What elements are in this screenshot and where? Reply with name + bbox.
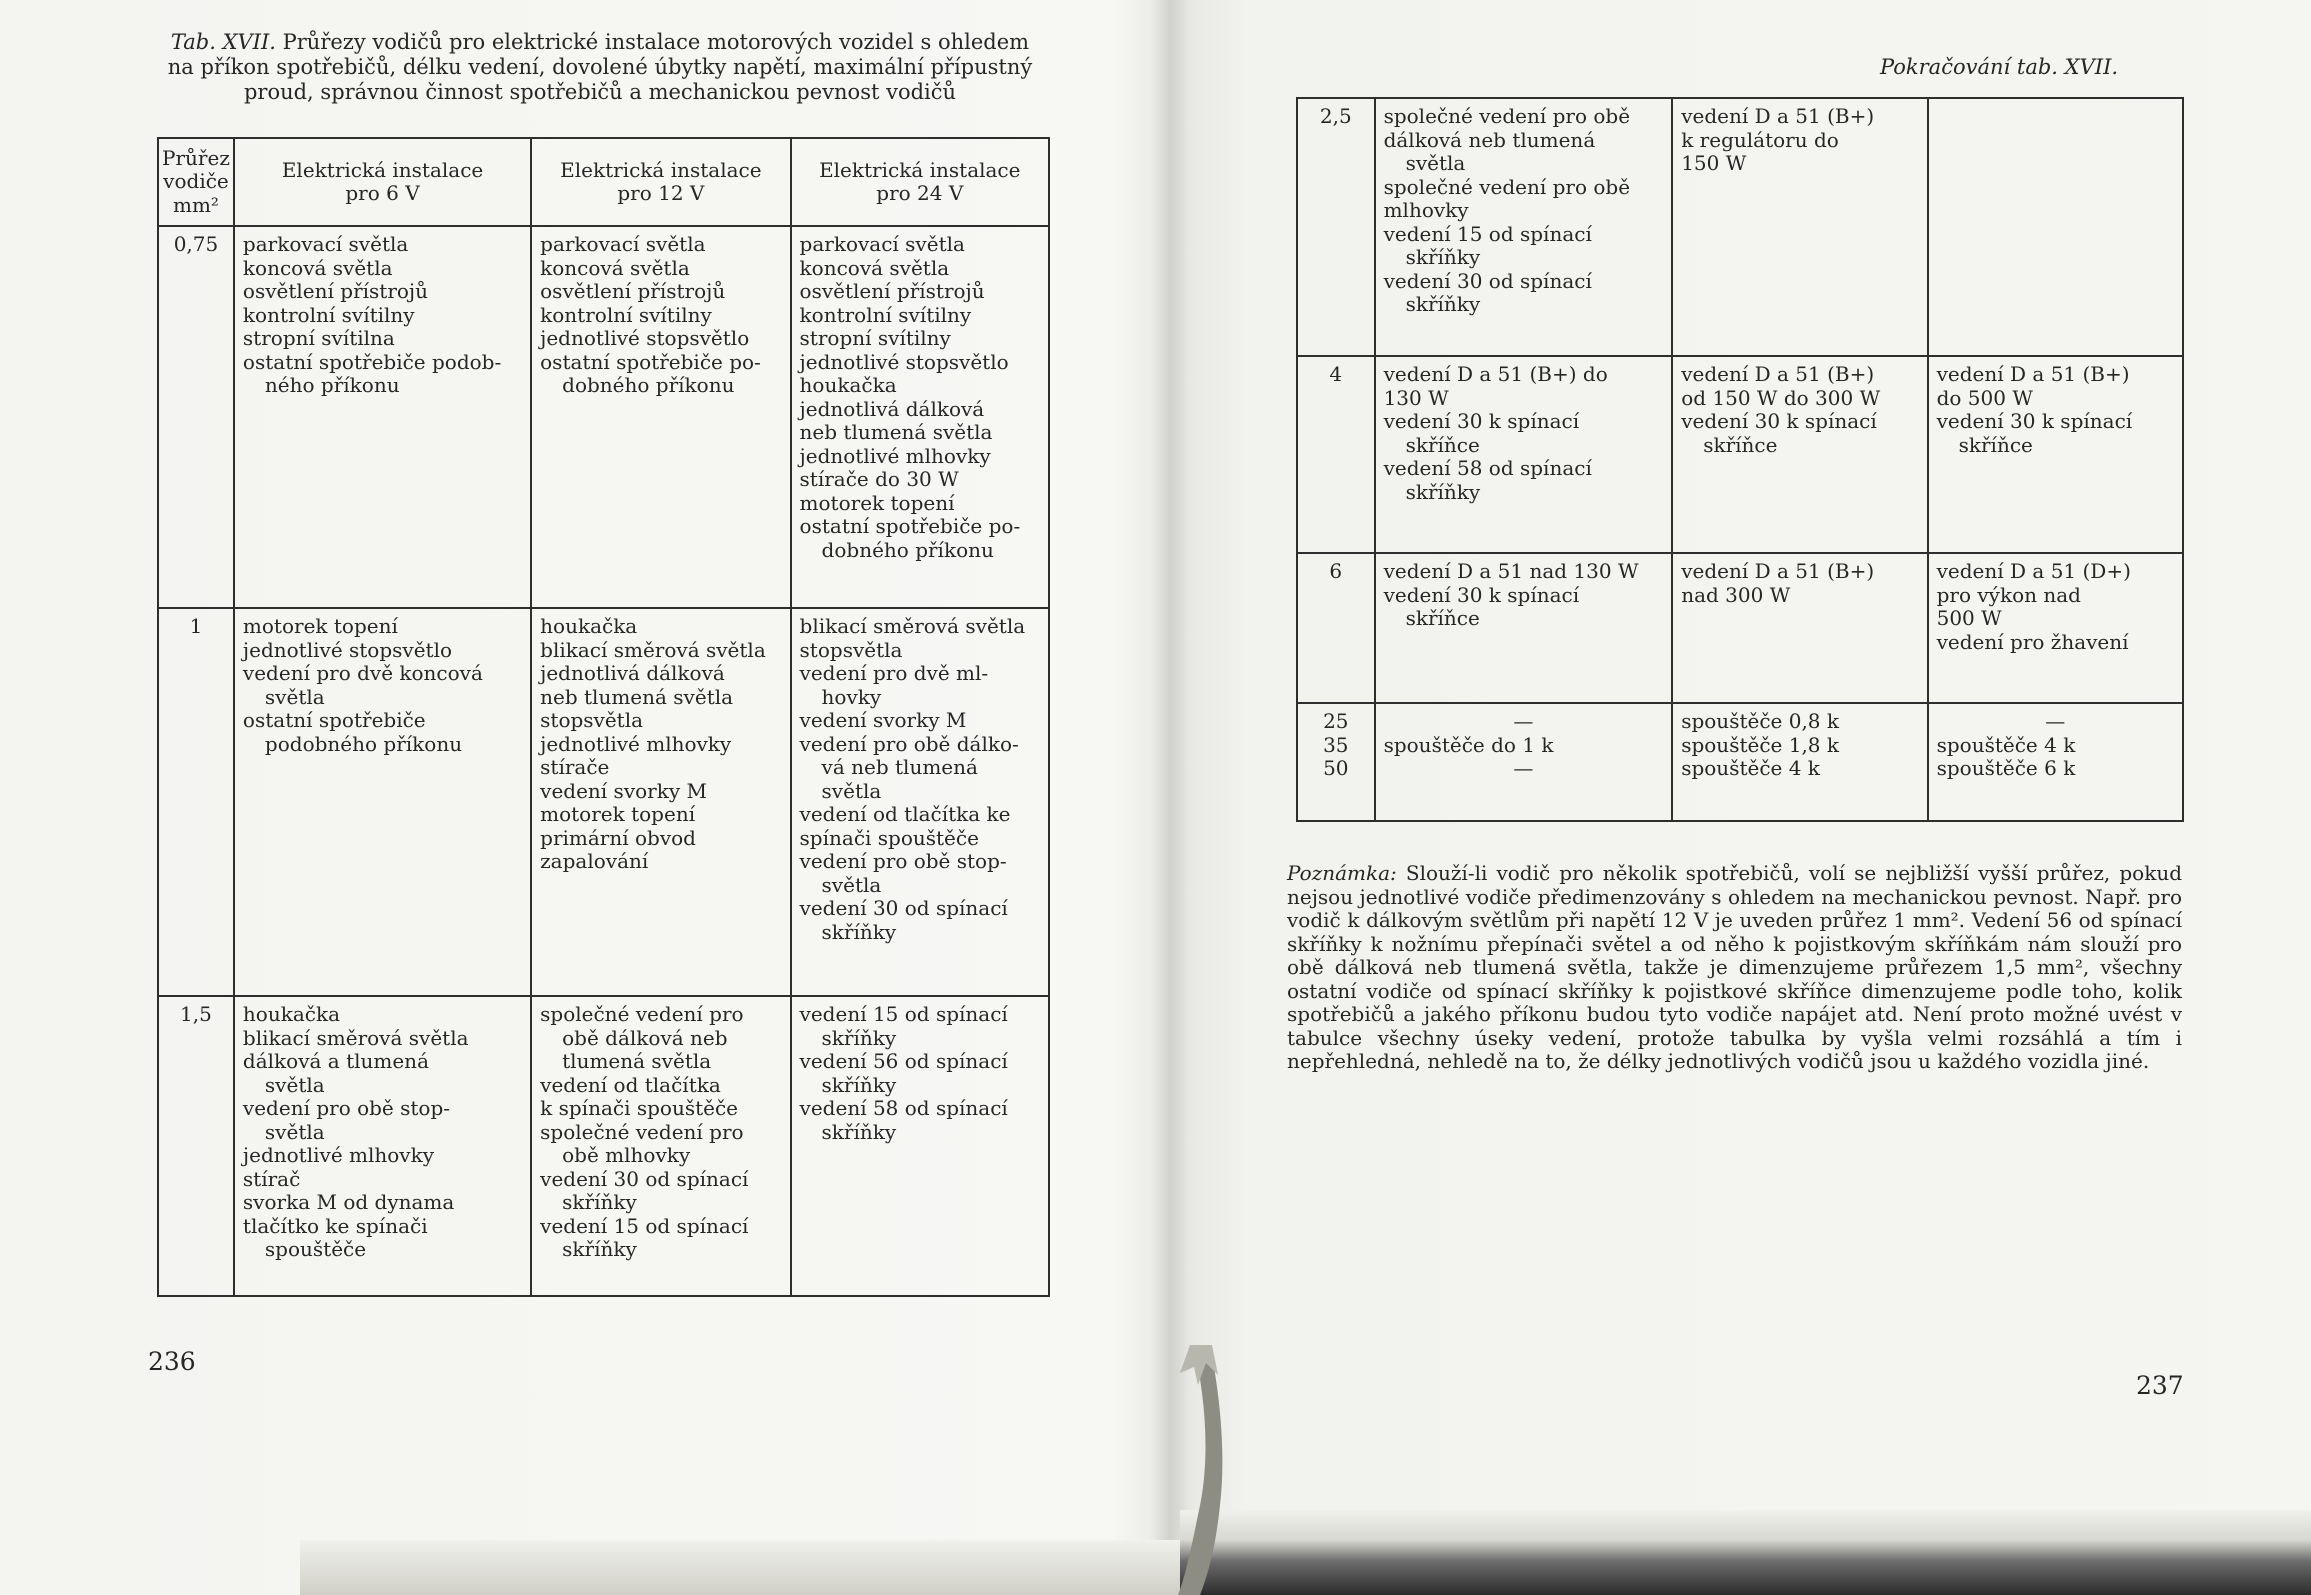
cell-line: vedení 56 od spínací [799,1049,1008,1073]
cell-6v [1375,553,1673,703]
cell-line: Elektrická instalace [281,157,484,182]
book-cover-edge [1180,1510,2311,1595]
cell-line: vedení D a 51 (B+) [1936,362,2130,386]
cell-line: vodiče [163,169,229,194]
cell-line: hovky [821,684,882,709]
cell-24v [1928,356,2183,553]
cell-line: stírač [242,1166,301,1191]
cell-line: neb tlumená světla [540,684,734,709]
cell-line: — [2045,709,2066,733]
cell-line: 500 W [1936,606,2002,630]
note-text: Slouží-li vodič pro několik spotřebičů, volí se nejbližší vyšší průřez, pokud nejsou jednotlivé vodiče předimenzovány s ohledem na mechanickou pevnost. Např. pro vodič k dálkovým světlům při napětí 12 V je uveden průřez 1 mm². Vedení 56 od spínací skříňky k nožnímu přepínači světel a od něho k pojistkovým skříňkám nám slouží pro obě dálková neb tlumená světla, takže je dimenzujeme průřezem 1,5 mm², všechny ostatní vodiče od spínací skříňky k pojistkové skříňce dimenzujeme podle toho, kolik spotřebičů a jakého příkonu budou tyto vodiče napájet atd. Není proto možné uvést v tabulce všechny úseky vedení, protože tabulka by vyšla velmi rozsáhlá a tím i nepřehledná, nehledě na to, že délky jednotlivých vodičů jsou u každého vozidla jiné. [1287,861,2182,1073]
cell-line: stírače do 30 W [799,467,959,491]
cell-line: vedení svorky M [540,778,707,803]
cell-line: — [1513,709,1534,733]
cell-line: dobného příkonu [562,373,735,397]
cell-line: skříňky [1405,479,1481,504]
cell-line: skříňky [821,1119,897,1144]
cell-12v [1672,553,1927,703]
cell-line: osvětlení přístrojů [540,279,726,303]
cell-line: 1 [189,614,203,638]
cell-line: 2,5 [1319,104,1352,128]
cell-line: vedení 30 k spínací [1936,409,2133,433]
cell-line: vedení pro obě dálko- [799,731,1019,756]
cell-line: pro 6 V [345,181,420,205]
header-cross-section [158,138,234,226]
cell-line: osvětlení přístrojů [799,279,985,303]
cell-line: vedení pro žhavení [1936,629,2129,654]
table-row [158,996,1049,1296]
cross-section-cell [158,996,234,1296]
cell-line: ostatní spotřebiče [242,708,426,732]
cell-line: svorka M od dynama [242,1190,455,1214]
cell-line: světla [821,778,882,803]
cell-line: vedení pro obě stop- [799,849,1007,873]
cell-line: vedení pro dvě koncová [242,661,483,685]
cell-line: skříňky [1405,292,1481,316]
page-edge-left [300,1540,1180,1595]
cell-line: vedení od tlačítka ke [799,802,1011,826]
conductor-table-right [1296,97,2184,822]
cell-12v [1672,98,1927,356]
conductor-table-left [157,137,1050,1297]
cell-line: spouštěče 0,8 k [1681,709,1840,733]
cell-line: světla [264,1119,325,1144]
cell-line: — [1513,756,1534,780]
cell-line: jednotlivá dálková [540,661,725,685]
cell-line: společné vedení pro obě [1383,104,1631,128]
table-row [1297,553,2183,703]
cell-line: blikací směrová světla [242,1025,469,1050]
cell-line: pro výkon nad [1936,582,2081,607]
cell-line: stírače [540,755,610,779]
table-label: Tab. XVII. [170,30,276,54]
cell-line: skříňky [821,919,897,944]
cell-6v [1375,356,1673,553]
cell-line: 50 [1323,756,1349,780]
cell-line: blikací směrová světla [799,614,1026,638]
cell-line: společné vedení pro obě [1383,174,1631,199]
cell-line: nad 300 W [1681,582,1791,607]
cell-24v [1928,553,2183,703]
cell-6v [234,608,531,996]
table-row [1297,356,2183,553]
cell-12v [1672,703,1927,821]
cell-line: jednotlivé mlhovky [242,1143,435,1167]
cell-line: spínači spouštěče [799,825,979,850]
cell-line: stopsvětla [799,637,903,662]
table-row [1297,703,2183,821]
note-label: Poznámka: [1287,861,1397,885]
bookmark-ribbon [1160,1345,1240,1595]
cell-line: mm² [172,192,219,217]
table-row [1297,98,2183,356]
header-24v [791,138,1049,226]
cell-line: skříňce [1703,432,1778,457]
cell-line: světla [264,684,325,709]
cell-line: tlumená světla [562,1049,712,1073]
cell-line: kontrolní svítilny [242,302,415,327]
cell-line: vedení 58 od spínací [1383,456,1592,480]
cross-section-cell [1297,98,1375,356]
cell-line: motorek topení [540,802,696,826]
continued-label: Pokračování tab. XVII. [1880,55,2119,79]
table-header-row [158,138,1049,226]
cell-line: parkovací světla [540,232,706,256]
cell-line: houkačka [242,1002,341,1026]
caption-line-3: proud, správnou činnost spotřebičů a mechanickou pevnost vodičů [243,80,957,104]
header-12v [531,138,790,226]
cell-line: parkovací světla [242,232,409,256]
cell-line: obě mlhovky [562,1143,691,1167]
cell-line: skříňce [1405,606,1480,630]
cell-line: světla [821,872,882,897]
cell-line: vedení pro obě stop- [242,1096,451,1120]
cell-line: spouštěče 1,8 k [1681,732,1840,757]
cross-section-cell [158,608,234,996]
cell-line: 6 [1329,559,1343,583]
cell-24v [1928,98,2183,356]
page-number-left: 236 [148,1347,196,1376]
cell-line: od 150 W do 300 W [1681,385,1881,410]
cell-line: obě dálková neb [562,1025,728,1050]
left-page [150,30,1050,105]
cell-line: stopsvětla [540,708,644,732]
cell-line: primární obvod [540,825,696,850]
cross-section-cell [1297,356,1375,553]
cell-6v [1375,703,1673,821]
cell-line: vá neb tlumená [821,755,978,779]
cell-line: skříňky [821,1072,897,1097]
cell-line: ného příkonu [264,373,400,397]
cell-line: vedení 30 k spínací [1681,409,1877,433]
cell-line: koncová světla [799,255,950,280]
cell-line: vedení D a 51 (D+) [1936,559,2131,583]
cell-line: jednotlivé stopsvětlo [799,349,1009,374]
cell-12v [531,608,790,996]
cell-line: do 500 W [1936,385,2033,410]
cross-section-cell [1297,553,1375,703]
cell-line: vedení 15 od spínací [1383,221,1592,246]
cell-line: mlhovky [1383,198,1469,222]
page-number-right: 237 [2136,1371,2184,1400]
cell-line: k spínači spouštěče [540,1096,739,1120]
cell-line: stropní svítilna [242,326,395,350]
cell-line: pro 24 V [876,181,964,205]
cell-24v [791,226,1049,608]
cell-line: světla [1405,151,1466,175]
cell-line: vedení svorky M [799,708,967,732]
cell-line: ostatní spotřebiče podob- [242,349,502,374]
table-note [1287,862,2182,1074]
cell-line: jednotlivé mlhovky [799,443,991,468]
cell-line: vedení 30 od spínací [1383,268,1592,293]
header-6v [234,138,531,226]
cell-line: vedení 58 od spínací [799,1096,1008,1120]
table-row [158,226,1049,608]
cell-line: skříňky [821,1025,897,1050]
cell-12v [531,226,790,608]
cell-6v [1375,98,1673,356]
cell-line: spouštěče [264,1237,367,1261]
cell-line: 130 W [1383,385,1449,410]
table-row [158,608,1049,996]
cell-line: vedení 30 k spínací [1383,582,1580,607]
table-caption [150,30,1050,105]
cell-line: ostatní spotřebiče po- [540,349,761,374]
cell-line: dobného příkonu [821,537,994,562]
cross-section-cell [1297,703,1375,821]
cell-line: stropní svítilny [799,326,951,350]
cell-line: Elektrická instalace [819,157,1021,182]
cell-line: 150 W [1681,151,1747,175]
cell-line: 4 [1329,362,1343,386]
cell-24v [791,608,1049,996]
cell-line: neb tlumená světla [799,420,993,444]
cell-line: vedení pro dvě ml- [799,661,989,685]
cell-line: motorek topení [242,614,398,638]
cell-line: spouštěče 4 k [1936,732,2076,757]
cell-line: skříňky [562,1237,637,1261]
cell-line: světla [264,1072,325,1097]
cell-line: společné vedení pro [540,1002,744,1026]
cell-line: Průřez [162,145,230,170]
cell-line: 25 [1323,709,1349,733]
cell-line: pro 12 V [617,181,705,205]
cell-line: 35 [1323,732,1349,757]
cell-12v [1672,356,1927,553]
cell-line: blikací směrová světla [540,637,766,662]
cell-line: osvětlení přístrojů [242,279,429,303]
cell-6v [234,226,531,608]
cell-line: vedení D a 51 (B+) [1681,362,1875,386]
cell-line: vedení D a 51 (B+) [1681,104,1875,128]
cell-line: jednotlivá dálková [799,396,985,421]
cell-line: Elektrická instalace [560,157,762,182]
cell-line: vedení D a 51 nad 130 W [1383,559,1639,583]
cell-line: vedení 15 od spínací [540,1213,749,1238]
cell-line: koncová světla [540,255,690,280]
cell-line: koncová světla [242,255,393,280]
cell-24v [1928,703,2183,821]
cell-line: vedení D a 51 (B+) [1681,559,1875,583]
cell-line: motorek topení [799,490,955,515]
cell-line: spouštěče 4 k [1681,756,1820,780]
caption-line-2: na příkon spotřebičů, délku vedení, dovolené úbytky napětí, maximální přípustný [167,55,1033,79]
cell-line: skříňky [1405,245,1481,269]
cell-line: 1,5 [180,1002,212,1026]
cell-line: jednotlivé stopsvětlo [540,326,750,350]
cell-line: podobného příkonu [264,731,463,756]
cell-line: zapalování [540,849,649,873]
cell-line: vedení 30 od spínací [799,896,1008,920]
cell-line: skříňce [1405,432,1480,457]
cell-line: skříňky [562,1190,637,1214]
cell-line: kontrolní svítilny [799,302,972,327]
cell-line: dálková neb tlumená [1383,127,1596,152]
cell-line: houkačka [799,373,897,397]
cell-line: tlačítko ke spínači [242,1213,428,1238]
cell-line: spouštěče do 1 k [1383,732,1554,757]
cell-line: k regulátoru do [1681,127,1839,152]
cell-line: vedení D a 51 (B+) do [1383,362,1608,386]
cell-line: dálková a tlumená [242,1049,429,1073]
cell-6v [234,996,531,1296]
cell-line: kontrolní svítilny [540,302,712,327]
cell-line: vedení od tlačítka [540,1072,721,1097]
cell-line: vedení 30 od spínací [540,1166,749,1191]
cell-line: vedení 15 od spínací [799,1002,1008,1026]
cell-line: vedení 30 k spínací [1383,409,1580,433]
cell-line: jednotlivé stopsvětlo [242,637,453,662]
cell-line: společné vedení pro [540,1119,744,1144]
cell-line: jednotlivé mlhovky [540,731,732,756]
caption-line-1: Průřezy vodičů pro elektrické instalace motorových vozidel s ohledem [282,30,1030,54]
cell-line: houkačka [540,614,638,638]
cell-24v [791,996,1049,1296]
cell-12v [531,996,790,1296]
cell-line: ostatní spotřebiče po- [799,514,1021,538]
cell-line: spouštěče 6 k [1936,756,2076,780]
cross-section-cell [158,226,234,608]
cell-line: skříňce [1958,432,2033,457]
cell-line: 0,75 [173,232,219,256]
cell-line: parkovací světla [799,232,965,256]
